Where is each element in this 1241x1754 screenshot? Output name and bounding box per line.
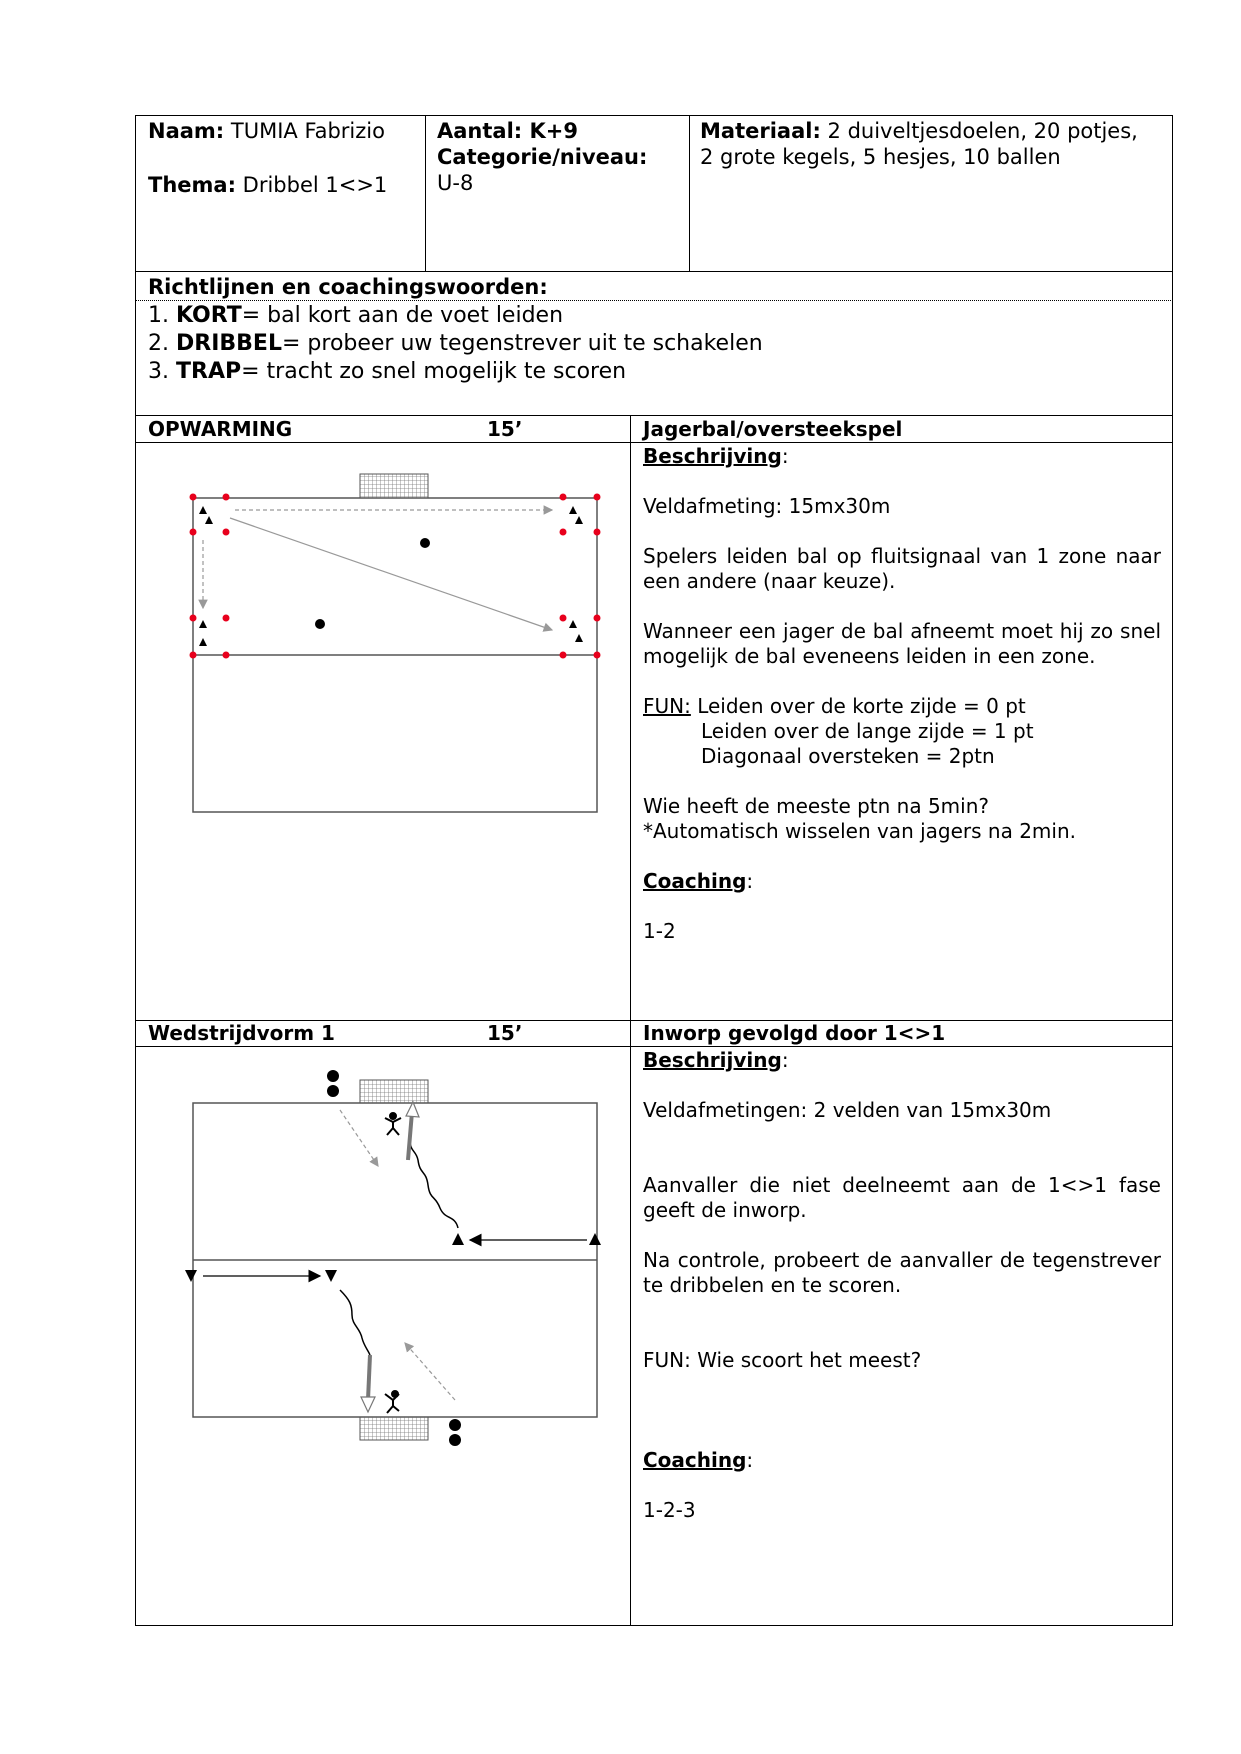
opwarming-p3b: *Automatisch wisselen van jagers na 2min. [643, 819, 1076, 843]
richtlijn-item-1: 1. KORT= bal kort aan de voet leiden [148, 303, 564, 328]
naam-label: Naam: [148, 119, 225, 143]
chaser-dot [315, 619, 325, 629]
richtlijnen-title: Richtlijnen en coachingswoorden: [148, 275, 548, 299]
materiaal-value: 2 duiveltjesdoelen, 20 potjes, 2 grote kegels, 5 hesjes, 10 ballen [700, 119, 1138, 169]
aantal-cell [437, 118, 685, 196]
attacker-icon [452, 1233, 464, 1245]
naam-value: TUMIA Fabrizio [230, 119, 385, 143]
categorie-value: U-8 [437, 171, 474, 195]
wedstrijd-bottom-goal [360, 1417, 428, 1440]
player-icon [199, 620, 207, 628]
header-col-divider-1 [425, 115, 426, 272]
opwarming-fun2: Leiden over de lange zijde = 1 pt [701, 719, 1034, 743]
naam-cell [148, 118, 418, 198]
wedstrijd-title: Wedstrijdvorm 1 [148, 1021, 335, 1045]
shot-arrow-head [361, 1397, 375, 1412]
table-top-border [135, 115, 1173, 116]
cone [560, 529, 567, 536]
cone [190, 494, 197, 501]
opwarming-fun-label: FUN: [643, 694, 691, 718]
categorie-label: Categorie/niveau: [437, 145, 648, 169]
attacker-icon [325, 1270, 337, 1282]
thema-value: Dribbel 1<>1 [242, 173, 388, 197]
header-bottom-border [135, 271, 1173, 272]
opwarming-players [199, 506, 583, 646]
ball-icon [327, 1085, 339, 1097]
cone [190, 652, 197, 659]
cone [594, 652, 601, 659]
cone [594, 615, 601, 622]
opwarming-title: OPWARMING [148, 417, 293, 441]
opwarming-fun3: Diagonaal oversteken = 2ptn [701, 744, 995, 768]
opwarming-fun1: Leiden over de korte zijde = 0 pt [697, 694, 1026, 718]
thrower-icon [589, 1233, 601, 1245]
player-icon [575, 516, 583, 524]
wedstrijd-description: Beschrijving: Veldafmetingen: 2 velden van 15mx30m Aanvaller die niet deelneemt aan de 1<>1 fase geeft de inworp. Na controle, probeert de aanvaller de tegenstrever te dribbelen en te scoren. FUN: Wie scoort het meest? Coaching: 1-2-3 [643, 1048, 1161, 1522]
wedstrijd-game-title: Inworp gevolgd door 1<>1 [643, 1021, 946, 1045]
wedstrijd-coaching-label: Coaching [643, 1448, 747, 1472]
player-icon [199, 638, 207, 646]
opwarming-game-title: Jagerbal/oversteekspel [643, 417, 903, 441]
section-col-divider [630, 415, 631, 1626]
opwarming-veld: Veldafmeting: 15mx30m [643, 494, 891, 518]
run-arrow [230, 518, 552, 630]
player-icon [205, 516, 213, 524]
richtlijnen-list [148, 302, 1148, 386]
cone [594, 494, 601, 501]
opwarming-p2: Wanneer een jager de bal afneemt moet hij zo snel mogelijk de bal eveneens leiden in een zone. [643, 619, 1161, 668]
opwarming-p1: Spelers leiden bal op fluitsignaal van 1 zone naar een andere (naar keuze). [643, 544, 1161, 593]
wedstrijd-coaching-value: 1-2-3 [643, 1498, 696, 1522]
player-icon [575, 634, 583, 642]
opwarming-p3a: Wie heeft de meeste ptn na 5min? [643, 794, 990, 818]
goalkeeper-icon [385, 1391, 399, 1413]
keeper-pass-arrow [405, 1343, 455, 1400]
wedstrijd-veld: Veldafmetingen: 2 velden van 15mx30m [643, 1098, 1052, 1122]
cone [560, 615, 567, 622]
cone [223, 494, 230, 501]
thema-label: Thema: [148, 173, 236, 197]
player-icon [569, 506, 577, 514]
dribble-path [340, 1290, 370, 1355]
opwarming-cones [190, 494, 601, 659]
richtlijnen-dotted-separator [135, 300, 1173, 301]
opwarming-description: Beschrijving: Veldafmeting: 15mx30m Spelers leiden bal op fluitsignaal van 1 zone naar een andere (naar keuze). Wanneer een jager de bal afneemt moet hij zo snel mogelijk de bal eveneens leiden in een zone. FUN: Leiden over de korte zijde = 0 pt Leiden over de lange zijde = 1 pt Diagonaal oversteken = 2ptn Wie heeft de meeste ptn na 5min? *Automatisch wisselen van jagers na 2min. Coaching: 1-2 [643, 444, 1161, 943]
shot-arrow [368, 1355, 370, 1400]
opwarming-field [193, 498, 597, 812]
opwarming-time: 15’ [487, 417, 523, 441]
dribble-path [410, 1140, 458, 1228]
chaser-dot [420, 538, 430, 548]
wedstrijd-p1: Aanvaller die niet deelneemt aan de 1<>1 fase geeft de inworp. [643, 1173, 1161, 1222]
keeper-pass-arrow [340, 1110, 378, 1166]
ball-icon [327, 1070, 339, 1082]
shot-arrow-head [406, 1102, 419, 1117]
richtlijn-item-3: 3. TRAP= tracht zo snel mogelijk te scoren [148, 359, 627, 384]
opwarming-header-bottom-border [135, 442, 1173, 443]
ball-icon [449, 1419, 461, 1431]
shot-arrow [408, 1112, 412, 1160]
player-icon [569, 620, 577, 628]
aantal-label: Aantal: K+9 [437, 119, 578, 143]
cone [190, 615, 197, 622]
goalkeeper-icon [385, 1113, 401, 1135]
wedstrijd-top-goal [360, 1080, 428, 1103]
thrower-icon [185, 1270, 197, 1282]
wedstrijd-time: 15’ [487, 1021, 523, 1045]
ball-icon [449, 1434, 461, 1446]
richtlijn-item-2: 2. DRIBBEL= probeer uw tegenstrever uit te schakelen [148, 331, 763, 356]
cone [223, 652, 230, 659]
cone [223, 529, 230, 536]
materiaal-label: Materiaal: [700, 119, 821, 143]
table-bottom-border [135, 1625, 1173, 1626]
cone [190, 529, 197, 536]
table-right-border [1172, 115, 1173, 1626]
cone [223, 615, 230, 622]
wedstrijd-beschrijving-label: Beschrijving [643, 1048, 782, 1072]
opwarming-goal [360, 474, 428, 498]
wedstrijd-fun: FUN: Wie scoort het meest? [643, 1348, 922, 1372]
player-icon [199, 506, 207, 514]
wedstrijd-field [193, 1103, 597, 1417]
cone [560, 652, 567, 659]
table-left-border [135, 115, 136, 1626]
opwarming-coaching-label: Coaching [643, 869, 747, 893]
materiaal-cell [700, 118, 1150, 170]
opwarming-beschrijving-label: Beschrijving [643, 444, 782, 468]
header-col-divider-2 [689, 115, 690, 272]
opwarming-coaching-value: 1-2 [643, 919, 676, 943]
wedstrijd-p2: Na controle, probeert de aanvaller de tegenstrever te dribbelen en te scoren. [643, 1248, 1161, 1297]
wedstrijd-header-bottom-border [135, 1046, 1173, 1047]
cone [594, 529, 601, 536]
cone [560, 494, 567, 501]
